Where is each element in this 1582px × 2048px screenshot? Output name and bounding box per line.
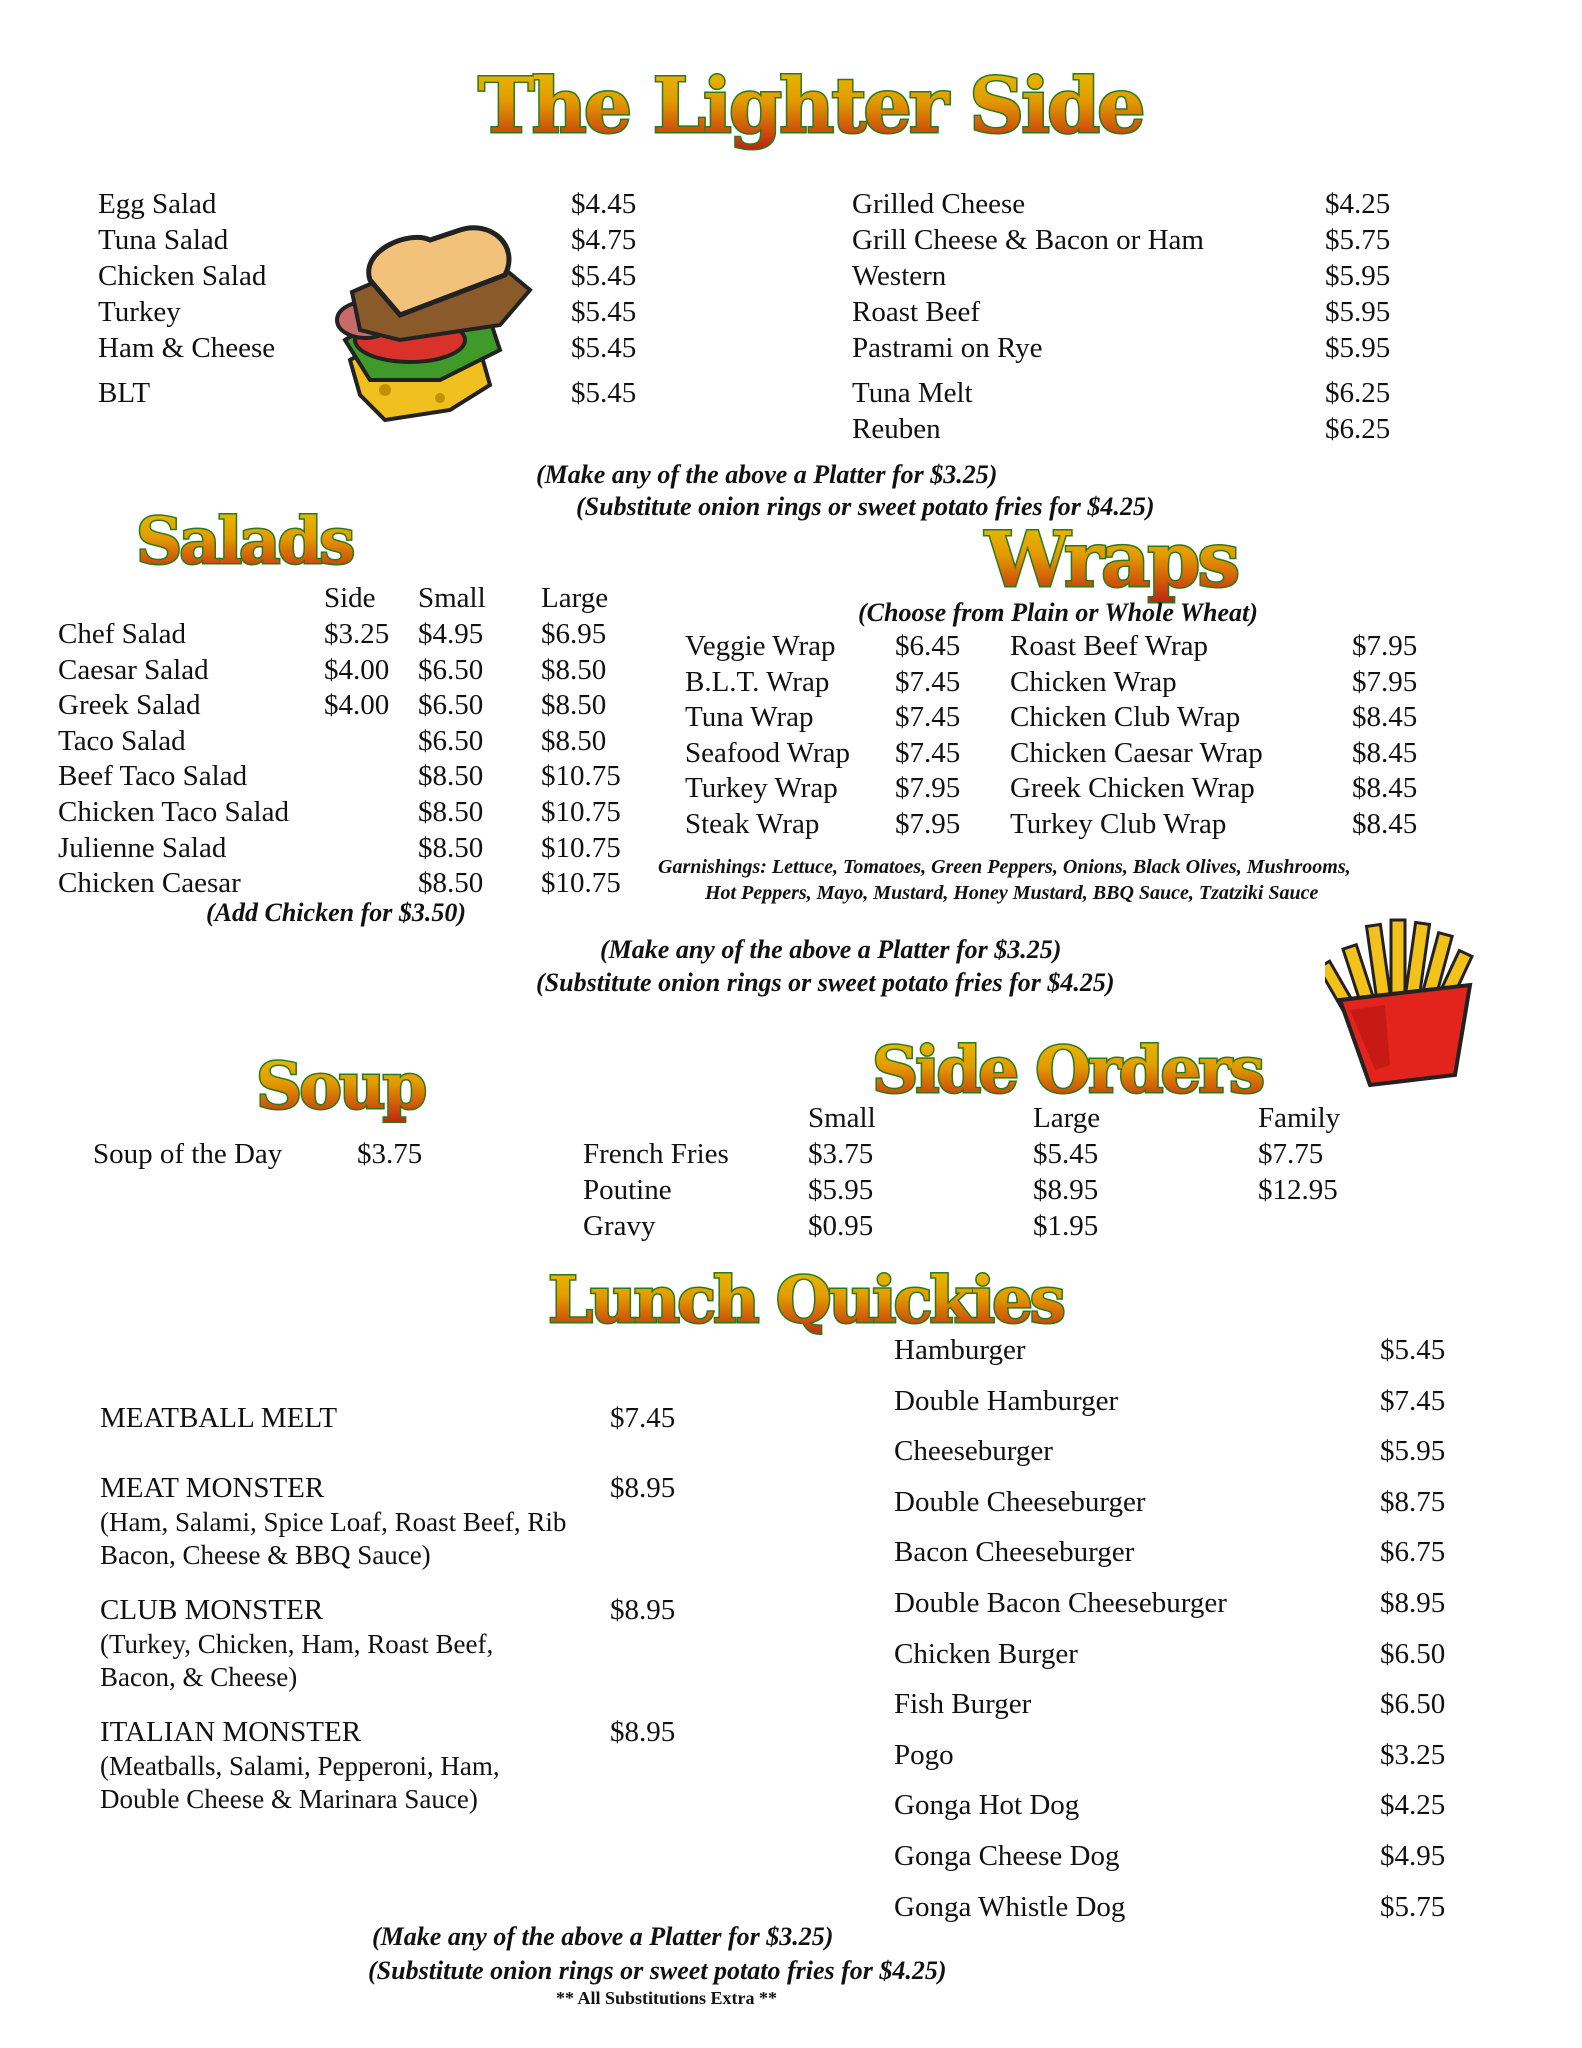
menu-item-price: $5.45: [571, 332, 637, 364]
side-order-large: $8.95: [1033, 1174, 1099, 1206]
quickie-price: $4.95: [1380, 1840, 1446, 1872]
wrap-name: Chicken Club Wrap: [1010, 701, 1241, 734]
quickie-price: $6.50: [1380, 1688, 1446, 1721]
quickie-name: Double Bacon Cheeseburger: [894, 1587, 1227, 1619]
salad-name: Beef Taco Salad: [58, 760, 248, 793]
salad-small-price: $8.50: [418, 831, 484, 864]
wrap-price: $8.45: [1352, 701, 1418, 734]
lunch-quickies-title: Lunch Quickies: [548, 1263, 1063, 1338]
salads-header-side: Side: [324, 582, 376, 614]
menu-item-name: Grill Cheese & Bacon or Ham: [852, 224, 1204, 256]
salad-small-price: $6.50: [418, 724, 484, 757]
menu-item-price: $4.45: [571, 188, 637, 220]
lighter-substitute-note: (Substitute onion rings or sweet potato fries for $4.25): [576, 492, 1155, 521]
wraps-garnish-line1: Garnishings: Lettuce, Tomatoes, Green Peppers, Onions, Black Olives, Mushrooms,: [658, 856, 1351, 878]
menu-item-name: Ham & Cheese: [98, 332, 276, 364]
menu-item-name: Roast Beef: [852, 296, 981, 328]
salad-name: Taco Salad: [58, 724, 186, 757]
bottom-substitute-note: (Substitute onion rings or sweet potato fries for $4.25): [368, 1956, 947, 1985]
wraps-title: Wraps: [985, 515, 1238, 604]
quickie-price: $5.95: [1380, 1435, 1446, 1468]
menu-item-name: Chicken Salad: [98, 260, 267, 292]
wrap-name: Seafood Wrap: [685, 736, 850, 769]
quickie-name: Gonga Whistle Dog: [894, 1890, 1126, 1923]
salad-name: Chef Salad: [58, 618, 187, 650]
quickie-price: $8.75: [1380, 1485, 1446, 1518]
menu-item-price: $5.95: [1325, 296, 1391, 328]
quickie-description: (Ham, Salami, Spice Loaf, Roast Beef, Rib: [100, 1507, 567, 1537]
quickie-price: $8.95: [610, 1594, 676, 1626]
side-order-name: Poutine: [583, 1174, 672, 1206]
side-order-large: $1.95: [1033, 1210, 1099, 1242]
salad-side-price: $4.00: [324, 689, 390, 722]
salad-small-price: $8.50: [418, 796, 484, 828]
side-orders-header-family: Family: [1258, 1102, 1341, 1134]
mid-substitute-note: (Substitute onion rings or sweet potato fries for $4.25): [536, 968, 1115, 997]
mid-platter-note: (Make any of the above a Platter for $3.25): [600, 935, 1062, 964]
side-order-small: $3.75: [808, 1138, 874, 1170]
wrap-price: $6.45: [895, 630, 961, 662]
soup-item-price: $3.75: [357, 1138, 423, 1170]
salad-name: Chicken Taco Salad: [58, 796, 289, 828]
wrap-name: Chicken Wrap: [1010, 665, 1177, 698]
wrap-name: Turkey Wrap: [685, 772, 838, 805]
wrap-name: Steak Wrap: [685, 808, 820, 840]
soup-heading: [256, 1048, 425, 1132]
quickie-price: $6.50: [1380, 1637, 1446, 1670]
quickie-price: $4.25: [1380, 1789, 1446, 1822]
quickie-description: (Turkey, Chicken, Ham, Roast Beef,: [100, 1629, 494, 1659]
quickie-description: Bacon, Cheese & BBQ Sauce): [100, 1540, 431, 1570]
salads-header-large: Large: [541, 582, 609, 614]
salad-large-price: $6.95: [541, 618, 607, 650]
salad-large-price: $10.75: [541, 796, 621, 828]
quickie-name: Gonga Cheese Dog: [894, 1840, 1120, 1872]
menu-item-name: Reuben: [852, 413, 941, 445]
quickie-name: Gonga Hot Dog: [894, 1789, 1080, 1822]
wrap-name: Tuna Wrap: [685, 701, 814, 734]
quickie-description: Bacon, & Cheese): [100, 1662, 298, 1692]
salad-small-price: $6.50: [418, 689, 484, 722]
quickie-name: Pogo: [894, 1738, 954, 1771]
wrap-price: $8.45: [1352, 772, 1418, 805]
quickie-name: Fish Burger: [894, 1688, 1032, 1721]
wrap-price: $7.95: [1352, 665, 1418, 698]
bottom-extra-note: ** All Substitutions Extra **: [556, 1988, 778, 2008]
quickie-name: CLUB MONSTER: [100, 1594, 324, 1626]
menu-item-name: BLT: [98, 377, 151, 409]
salads-title: Salads: [136, 504, 353, 579]
sandwich-icon: [330, 220, 540, 425]
quickie-name: Bacon Cheeseburger: [894, 1536, 1135, 1569]
quickie-price: $6.75: [1380, 1536, 1446, 1569]
lighter-platter-note: (Make any of the above a Platter for $3.25): [536, 460, 998, 489]
wrap-price: $7.45: [895, 736, 961, 769]
side-orders-header-large: Large: [1033, 1102, 1101, 1134]
salad-side-price: $3.25: [324, 618, 390, 650]
salads-header-small: Small: [418, 582, 486, 614]
lighter-side-title: The Lighter Side: [478, 61, 1143, 150]
salad-large-price: $8.50: [541, 689, 607, 722]
salad-name: Greek Salad: [58, 689, 201, 722]
quickie-description: (Meatballs, Salami, Pepperoni, Ham,: [100, 1751, 500, 1781]
quickie-price: $3.25: [1380, 1738, 1446, 1771]
wrap-price: $8.45: [1352, 808, 1418, 840]
lighter-side-heading: [478, 61, 1143, 156]
menu-item-price: $5.95: [1325, 260, 1391, 292]
menu-item-price: $5.45: [571, 377, 637, 409]
quickie-price: $8.95: [1380, 1587, 1446, 1619]
menu-item-name: Tuna Melt: [852, 377, 973, 409]
salad-small-price: $8.50: [418, 760, 484, 793]
menu-item-price: $5.95: [1325, 332, 1391, 364]
wrap-name: Greek Chicken Wrap: [1010, 772, 1255, 805]
side-order-family: $7.75: [1258, 1138, 1324, 1170]
menu-item-name: Tuna Salad: [98, 224, 229, 256]
menu-item-price: $5.45: [571, 260, 637, 292]
salad-small-price: $4.95: [418, 618, 484, 650]
quickie-price: $5.75: [1380, 1890, 1446, 1923]
lunch-quickies-heading: [548, 1260, 1063, 1344]
menu-item-price: $6.25: [1325, 377, 1391, 409]
quickie-price: $5.45: [1380, 1334, 1446, 1366]
wrap-price: $7.95: [895, 772, 961, 805]
side-order-family: $12.95: [1258, 1174, 1338, 1206]
salads-add-chicken-note: (Add Chicken for $3.50): [206, 898, 466, 927]
quickie-name: Double Hamburger: [894, 1384, 1119, 1417]
wrap-price: $7.45: [895, 701, 961, 734]
menu-item-name: Turkey: [98, 296, 181, 328]
salad-side-price: $4.00: [324, 653, 390, 686]
soup-item-name: Soup of the Day: [93, 1138, 283, 1170]
quickie-name: Chicken Burger: [894, 1637, 1078, 1670]
salad-large-price: $8.50: [541, 724, 607, 757]
side-order-small: $0.95: [808, 1210, 874, 1242]
salad-name: Chicken Caesar: [58, 867, 241, 900]
salad-small-price: $8.50: [418, 867, 484, 900]
menu-item-price: $5.45: [571, 296, 637, 328]
side-order-name: French Fries: [583, 1138, 729, 1170]
salad-large-price: $10.75: [541, 831, 621, 864]
menu-item-name: Western: [852, 260, 947, 292]
french-fries-icon: [1325, 915, 1485, 1090]
salad-name: Julienne Salad: [58, 831, 227, 864]
menu-item-name: Egg Salad: [98, 188, 217, 220]
side-order-small: $5.95: [808, 1174, 874, 1206]
quickie-name: MEATBALL MELT: [100, 1402, 338, 1434]
wrap-price: $7.95: [1352, 630, 1418, 662]
wrap-name: Veggie Wrap: [685, 630, 836, 662]
quickie-name: Hamburger: [894, 1334, 1026, 1366]
side-order-name: Gravy: [583, 1210, 656, 1242]
wrap-price: $7.95: [895, 808, 961, 840]
salad-large-price: $8.50: [541, 653, 607, 686]
wrap-name: Turkey Club Wrap: [1010, 808, 1227, 840]
quickie-name: MEAT MONSTER: [100, 1472, 325, 1504]
wrap-name: Roast Beef Wrap: [1010, 630, 1209, 662]
menu-item-name: Grilled Cheese: [852, 188, 1026, 220]
menu-item-price: $4.25: [1325, 188, 1391, 220]
wraps-garnish-line2: Hot Peppers, Mayo, Mustard, Honey Mustard, BBQ Sauce, Tzatziki Sauce: [705, 882, 1319, 904]
side-orders-header-small: Small: [808, 1102, 876, 1134]
salad-large-price: $10.75: [541, 760, 621, 793]
quickie-price: $8.95: [610, 1716, 676, 1748]
quickie-description: Double Cheese & Marinara Sauce): [100, 1784, 478, 1814]
quickie-name: ITALIAN MONSTER: [100, 1716, 362, 1748]
wrap-name: B.L.T. Wrap: [685, 665, 830, 698]
salad-large-price: $10.75: [541, 867, 621, 900]
salad-small-price: $6.50: [418, 653, 484, 686]
quickie-price: $7.45: [1380, 1384, 1446, 1417]
quickie-price: $7.45: [610, 1402, 676, 1434]
salads-heading: [136, 504, 353, 589]
wrap-price: $7.45: [895, 665, 961, 698]
menu-item-price: $5.75: [1325, 224, 1391, 256]
side-orders-title: Side Orders: [872, 1033, 1262, 1108]
quickie-name: Double Cheeseburger: [894, 1485, 1146, 1518]
menu-item-name: Pastrami on Rye: [852, 332, 1043, 364]
wrap-name: Chicken Caesar Wrap: [1010, 736, 1263, 769]
menu-item-price: $6.25: [1325, 413, 1391, 445]
menu-item-price: $4.75: [571, 224, 637, 256]
salad-name: Caesar Salad: [58, 653, 209, 686]
side-order-large: $5.45: [1033, 1138, 1099, 1170]
quickie-price: $8.95: [610, 1472, 676, 1504]
wraps-subtitle: (Choose from Plain or Whole Wheat): [858, 598, 1258, 627]
soup-title: Soup: [256, 1049, 425, 1124]
quickie-name: Cheeseburger: [894, 1435, 1053, 1468]
bottom-platter-note: (Make any of the above a Platter for $3.25): [372, 1922, 834, 1951]
wrap-price: $8.45: [1352, 736, 1418, 769]
